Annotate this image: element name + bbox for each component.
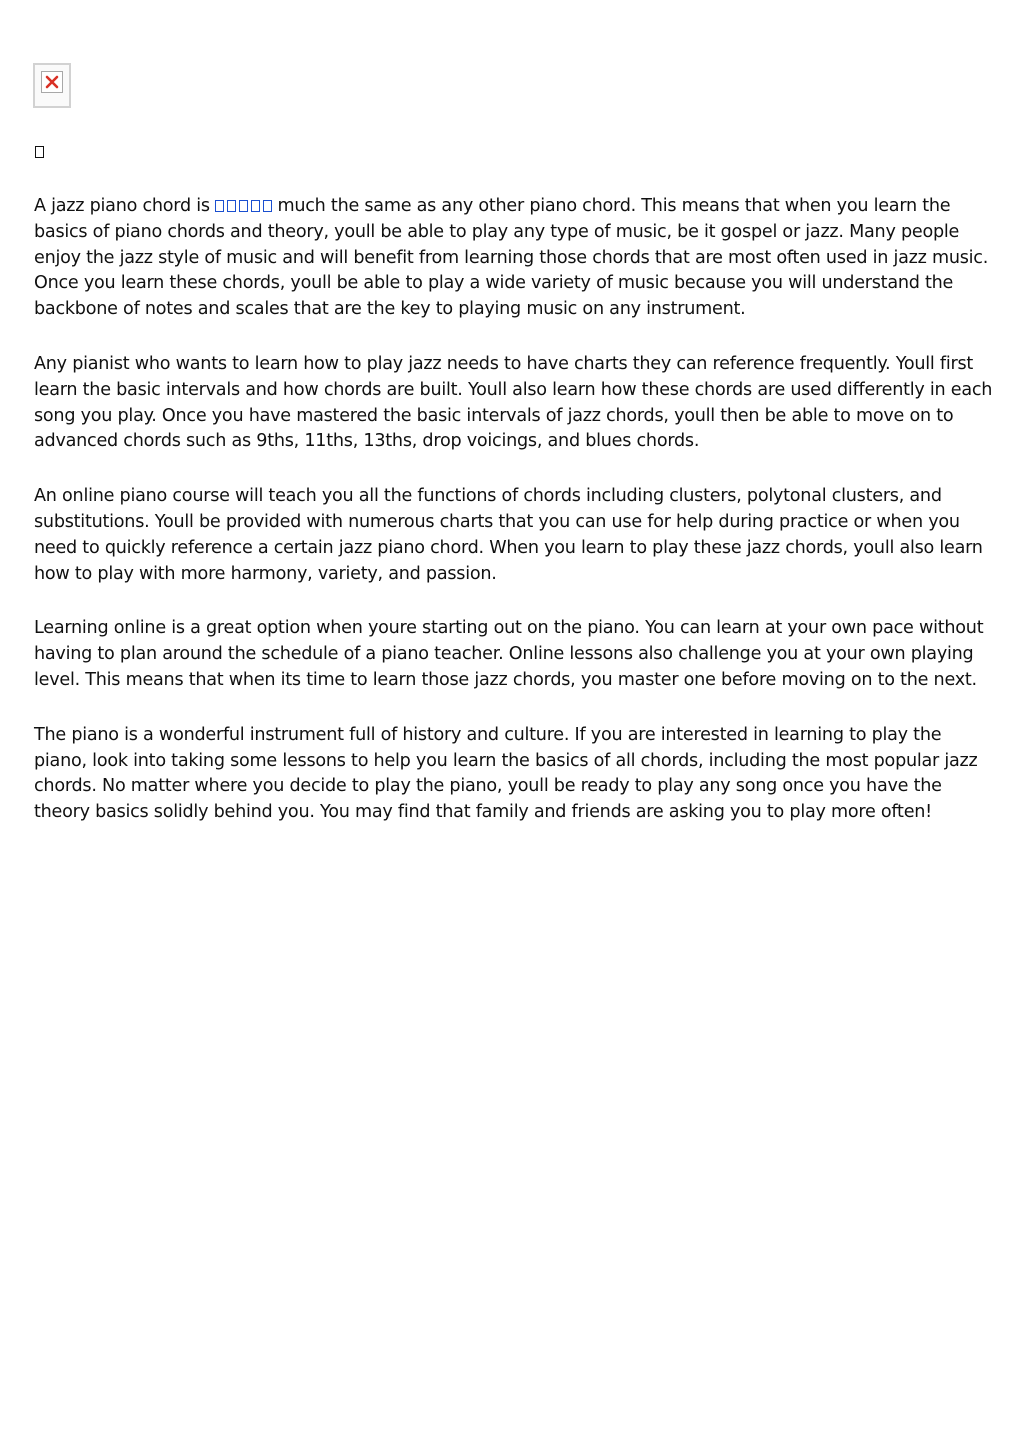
article-body [34,194,994,855]
paragraph-1 [34,194,994,323]
paragraph-3: An online piano course will teach you all the functions of chords including clusters, polytonal clusters, and substitutions. Youll be provided with numerous charts that you can use for help during practice or when you need to quickly reference a certain jazz piano chord. When you learn to play these jazz chords, youll also learn how to play with more harmony, variety, and passion. [34,486,983,584]
broken-image-frame [41,71,63,93]
broken-image-icon [33,63,71,108]
link-missing-glyphs [215,194,272,220]
paragraph-1-lead: A jazz piano chord is [34,196,216,216]
paragraph-4: Learning online is a great option when youre starting out on the piano. You can learn at your own pace without having to plan around the schedule of a piano teacher. Online lessons also challenge you at your own playing level. This means that when its time to learn those jazz chords, you master one before moving on to the next. [34,618,984,690]
paragraph-1-rest: much the same as any other piano chord. This means that when you learn the basics of piano chords and theory, youll be able to play any type of music, be it gospel or jazz. Many people enjoy the jazz style of music and will benefit from learning those chords that are most often used in jazz music. Once you learn these chords, youll be able to play a wide variety of music because you will understand the backbone of notes and scales that are the key to playing music on any instrument. [34,196,989,320]
paragraph-5: The piano is a wonderful instrument full of history and culture. If you are interested in learning to play the piano, look into taking some lessons to help you learn the basics of all chords, including the most popular jazz chords. No matter where you decide to play the piano, youll be ready to play any song once you have the theory basics solidly behind you. You may find that family and friends are asking you to play more often! [34,724,978,823]
missing-glyph-icon [35,146,44,158]
paragraph-2: Any pianist who wants to learn how to play jazz needs to have charts they can reference frequently. Youll first learn the basic intervals and how chords are built. Youll also learn how these chords are used differently in each song you play. Once you have mastered the basic intervals of jazz chords, youll then be able to move on to advanced chords such as 9ths, 11ths, 13ths, drop voicings, and blues chords. [34,353,993,452]
inline-link[interactable] [215,196,272,216]
close-icon [45,75,59,89]
